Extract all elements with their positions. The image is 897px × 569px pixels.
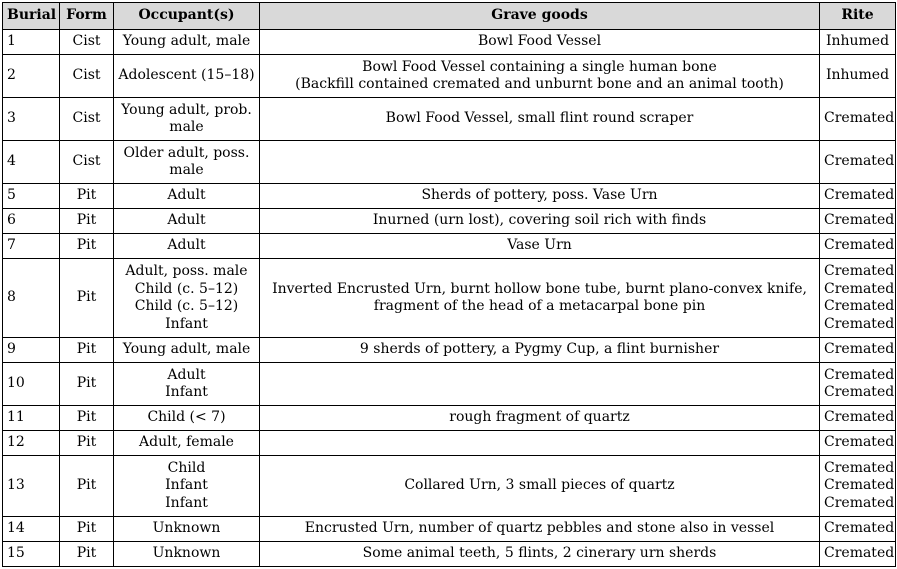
grave-goods-entry: Bowl Food Vessel, small flint round scraper [385, 110, 694, 127]
grave-goods-cell [260, 30, 820, 55]
rite-entry: Cremated [824, 212, 895, 229]
burial-cell: 4 [3, 141, 60, 184]
rite-cell [820, 55, 896, 98]
grave-goods-cell [260, 55, 820, 98]
table-row [3, 141, 896, 184]
column-header-grave-goods: Grave goods [260, 3, 820, 30]
rite-entry: Cremated [824, 280, 895, 297]
form-cell: Cist [60, 55, 114, 98]
occupants-cell [114, 431, 260, 456]
occupants-cell [114, 30, 260, 55]
form-cell: Pit [60, 431, 114, 456]
table-body [3, 30, 896, 567]
table-row [3, 456, 896, 517]
rite-cell [820, 209, 896, 234]
rite-entry: Cremated [824, 237, 895, 254]
occupant-entry: Unknown [152, 545, 221, 562]
rite-cell [820, 259, 896, 338]
rite-entry: Cremated [824, 494, 895, 511]
rite-cell [820, 431, 896, 456]
rite-entry: Cremated [824, 384, 895, 400]
table-row [3, 98, 896, 141]
form-cell: Pit [60, 406, 114, 431]
grave-goods-entry: rough fragment of quartz [449, 409, 630, 426]
form-cell: Pit [60, 234, 114, 259]
rite-entry: Cremated [824, 315, 895, 332]
occupants-cell [114, 184, 260, 209]
grave-goods-entry: Encrusted Urn, number of quartz pebbles and stone also in vessel [304, 520, 775, 537]
occupant-entry: Infant [165, 477, 208, 494]
occupant-entry: Older adult, poss. male [123, 144, 250, 178]
occupants-cell [114, 363, 260, 406]
table-row [3, 363, 896, 406]
rite-entry: Cremated [824, 409, 895, 426]
grave-goods-cell [260, 517, 820, 542]
occupants-cell [114, 406, 260, 431]
rite-entry: Cremated [824, 366, 895, 383]
occupants-cell [114, 234, 260, 259]
grave-goods-entry: Vase Urn [507, 237, 572, 254]
form-cell: Pit [60, 456, 114, 517]
rite-cell [820, 456, 896, 517]
table-row [3, 55, 896, 98]
occupant-entry: Unknown [152, 520, 221, 537]
occupants-cell [114, 55, 260, 98]
table-row [3, 542, 896, 567]
occupant-entry: Child (c. 5–12) [134, 280, 239, 297]
grave-goods-entry: Bowl Food Vessel [477, 33, 602, 50]
grave-goods-cell [260, 338, 820, 363]
occupant-entry: Adult [167, 237, 206, 254]
burial-cell: 3 [3, 98, 60, 141]
form-cell: Cist [60, 30, 114, 55]
table-row [3, 184, 896, 209]
table-row [3, 406, 896, 431]
rite-cell [820, 234, 896, 259]
burial-cell: 15 [3, 542, 60, 567]
burial-cell: 11 [3, 406, 60, 431]
table-row [3, 30, 896, 55]
form-cell: Pit [60, 209, 114, 234]
column-header-occupants: Occupant(s) [114, 3, 260, 30]
grave-goods-entry: Inurned (urn lost), covering soil rich with finds [372, 212, 707, 229]
grave-goods-cell [260, 406, 820, 431]
grave-goods-cell [260, 184, 820, 209]
occupants-cell [114, 456, 260, 517]
rite-entry: Cremated [824, 477, 895, 494]
occupant-entry: Adult, female [139, 434, 234, 451]
grave-goods-cell [260, 141, 820, 184]
occupant-entry: Adult, poss. male [125, 263, 248, 279]
occupant-entry: Child [167, 459, 206, 476]
grave-goods-cell [260, 98, 820, 141]
burial-cell: 2 [3, 55, 60, 98]
grave-goods-entry: 9 sherds of pottery, a Pygmy Cup, a flint burnisher [359, 341, 720, 358]
grave-goods-entry: Collared Urn, 3 small pieces of quartz [404, 477, 675, 494]
burial-cell: 10 [3, 363, 60, 406]
occupants-cell [114, 98, 260, 141]
rite-entry: Cremated [824, 263, 895, 279]
grave-goods-entry: Inverted Encrusted Urn, burnt hollow bone tube, burnt plano-convex knife, fragment of the head of a metacarpal bone pin [272, 280, 807, 314]
burial-cell: 13 [3, 456, 60, 517]
occupant-entry: Infant [165, 494, 208, 511]
table-row [3, 431, 896, 456]
rite-cell [820, 517, 896, 542]
form-cell: Cist [60, 141, 114, 184]
occupants-cell [114, 209, 260, 234]
rite-cell [820, 338, 896, 363]
rite-entry: Inhumed [825, 33, 890, 50]
occupants-cell [114, 517, 260, 542]
rite-entry: Inhumed [825, 67, 890, 84]
rite-entry: Cremated [824, 187, 895, 204]
grave-goods-cell [260, 363, 820, 406]
grave-goods-entry: Some animal teeth, 5 flints, 2 cinerary urn sherds [362, 545, 717, 562]
header-row [3, 3, 896, 30]
grave-goods-cell [260, 431, 820, 456]
occupant-entry: Infant [165, 384, 208, 400]
burials-table [2, 2, 896, 567]
occupant-entry: Infant [165, 315, 208, 332]
occupant-entry: Adult [167, 187, 206, 204]
table-row [3, 234, 896, 259]
burial-cell: 9 [3, 338, 60, 363]
rite-cell [820, 30, 896, 55]
rite-entry: Cremated [824, 298, 895, 314]
occupants-cell [114, 259, 260, 338]
burial-cell: 6 [3, 209, 60, 234]
occupant-entry: Young adult, prob. male [121, 101, 252, 135]
occupant-entry: Adolescent (15–18) [118, 67, 255, 84]
occupant-entry: Child (< 7) [147, 409, 226, 426]
rite-cell [820, 406, 896, 431]
column-header-rite: Rite [820, 3, 896, 30]
table-row [3, 517, 896, 542]
form-cell: Pit [60, 542, 114, 567]
form-cell: Pit [60, 259, 114, 338]
rite-cell [820, 363, 896, 406]
occupant-entry: Adult [167, 366, 206, 383]
occupants-cell [114, 141, 260, 184]
rite-entry: Cremated [824, 341, 895, 358]
rite-cell [820, 184, 896, 209]
burial-cell: 14 [3, 517, 60, 542]
grave-goods-cell [260, 259, 820, 338]
burial-cell: 5 [3, 184, 60, 209]
rite-cell [820, 542, 896, 567]
rite-entry: Cremated [824, 545, 895, 562]
form-cell: Pit [60, 338, 114, 363]
rite-cell [820, 141, 896, 184]
table-row [3, 338, 896, 363]
rite-entry: Cremated [824, 153, 895, 170]
occupant-entry: Young adult, male [122, 33, 251, 50]
form-cell: Cist [60, 98, 114, 141]
grave-goods-entry: (Backfill contained cremated and unburnt bone and an animal tooth) [295, 76, 784, 92]
occupant-entry: Child (c. 5–12) [134, 298, 239, 314]
form-cell: Pit [60, 517, 114, 542]
column-header-burial: Burial [3, 3, 60, 30]
burial-cell: 1 [3, 30, 60, 55]
grave-goods-entry: Bowl Food Vessel containing a single human bone [362, 58, 717, 75]
rite-entry: Cremated [824, 110, 895, 127]
table-row [3, 209, 896, 234]
burial-cell: 8 [3, 259, 60, 338]
rite-cell [820, 98, 896, 141]
grave-goods-cell [260, 456, 820, 517]
rite-entry: Cremated [824, 459, 895, 476]
column-header-form: Form [60, 3, 114, 30]
occupant-entry: Adult [167, 212, 206, 229]
burial-cell: 12 [3, 431, 60, 456]
grave-goods-cell [260, 234, 820, 259]
rite-entry: Cremated [824, 520, 895, 537]
occupant-entry: Young adult, male [122, 341, 251, 358]
grave-goods-entry: Sherds of pottery, poss. Vase Urn [421, 187, 658, 204]
burial-cell: 7 [3, 234, 60, 259]
table-row [3, 259, 896, 338]
occupants-cell [114, 542, 260, 567]
form-cell: Pit [60, 363, 114, 406]
grave-goods-cell [260, 542, 820, 567]
form-cell: Pit [60, 184, 114, 209]
occupants-cell [114, 338, 260, 363]
rite-entry: Cremated [824, 434, 895, 451]
grave-goods-cell [260, 209, 820, 234]
